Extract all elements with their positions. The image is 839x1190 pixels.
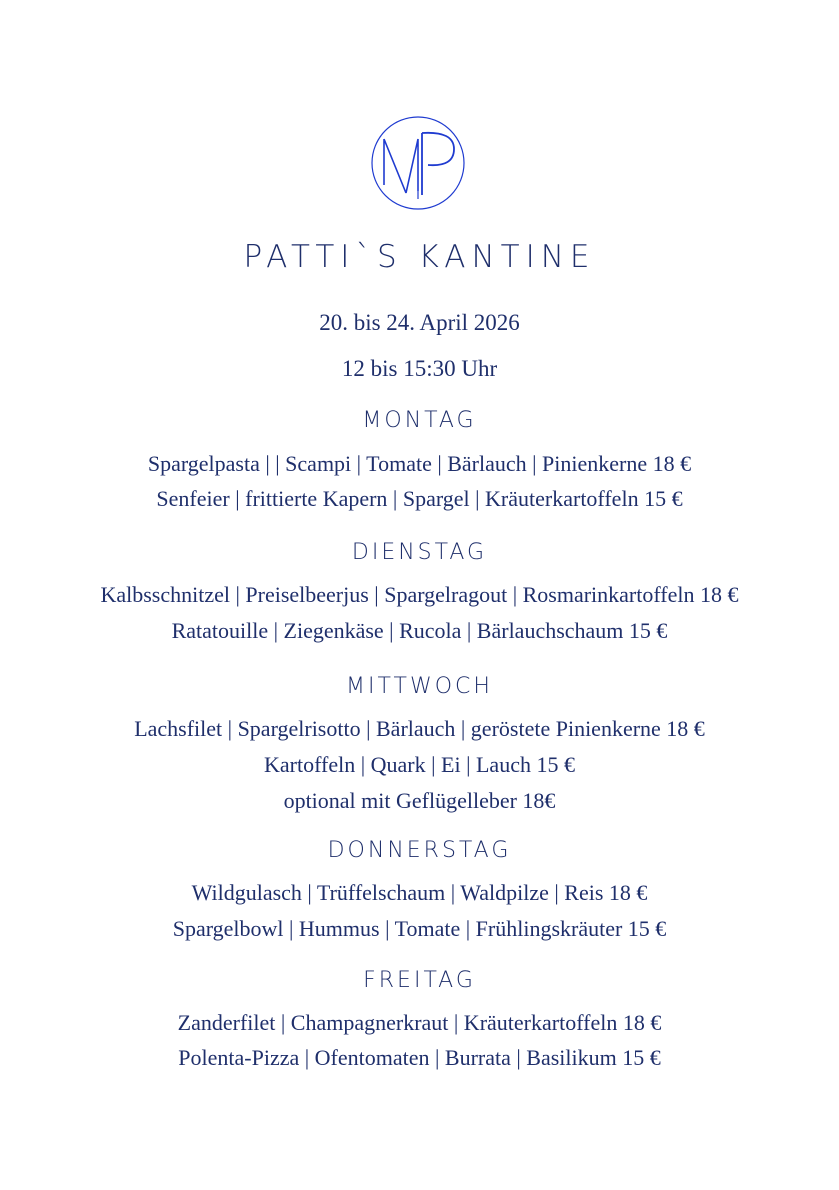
day-heading-dienstag: DIENSTAG <box>351 540 488 565</box>
opening-hours: 12 bis 15:30 Uhr <box>341 356 498 381</box>
dish-donnerstag-2: Spargelbowl | Hummus | Tomate | Frühlingskräuter 15 € <box>172 916 667 941</box>
dish-donnerstag-1: Wildgulasch | Trüffelschaum | Waldpilze | Reis 18 € <box>191 880 648 905</box>
date-range: 20. bis 24. April 2026 <box>319 310 520 335</box>
dish-freitag-1: Zanderfilet | Champagnerkraut | Kräuterkartoffeln 18 € <box>177 1010 662 1035</box>
dish-montag-1: Spargelpasta | | Scampi | Tomate | Bärlauch | Pinienkerne 18 € <box>147 451 692 476</box>
dish-freitag-2: Polenta-Pizza | Ofentomaten | Burrata | Basilikum 15 € <box>178 1045 661 1070</box>
dish-dienstag-1: Kalbsschnitzel | Preiselbeerjus | Spargelragout | Rosmarinkartoffeln 18 € <box>100 582 739 607</box>
dish-montag-2: Senfeier | frittierte Kapern | Spargel | Kräuterkartoffeln 15 € <box>156 486 683 511</box>
day-heading-montag: MONTAG <box>362 408 477 433</box>
page-title: PATTI`S KANTINE <box>243 239 596 275</box>
day-heading-mittwoch: MITTWOCH <box>346 674 493 699</box>
day-heading-donnerstag: DONNERSTAG <box>327 838 512 863</box>
day-heading-freitag: FREITAG <box>363 968 476 993</box>
dish-dienstag-2: Ratatouille | Ziegenkäse | Rucola | Bärlauchschaum 15 € <box>171 618 668 643</box>
dish-mittwoch-option: optional mit Geflügelleber 18€ <box>283 788 556 813</box>
dish-mittwoch-1: Lachsfilet | Spargelrisotto | Bärlauch | geröstete Pinienkerne 18 € <box>134 716 705 741</box>
mp-monogram-logo <box>370 115 466 211</box>
dish-mittwoch-2: Kartoffeln | Quark | Ei | Lauch 15 € <box>264 752 575 777</box>
